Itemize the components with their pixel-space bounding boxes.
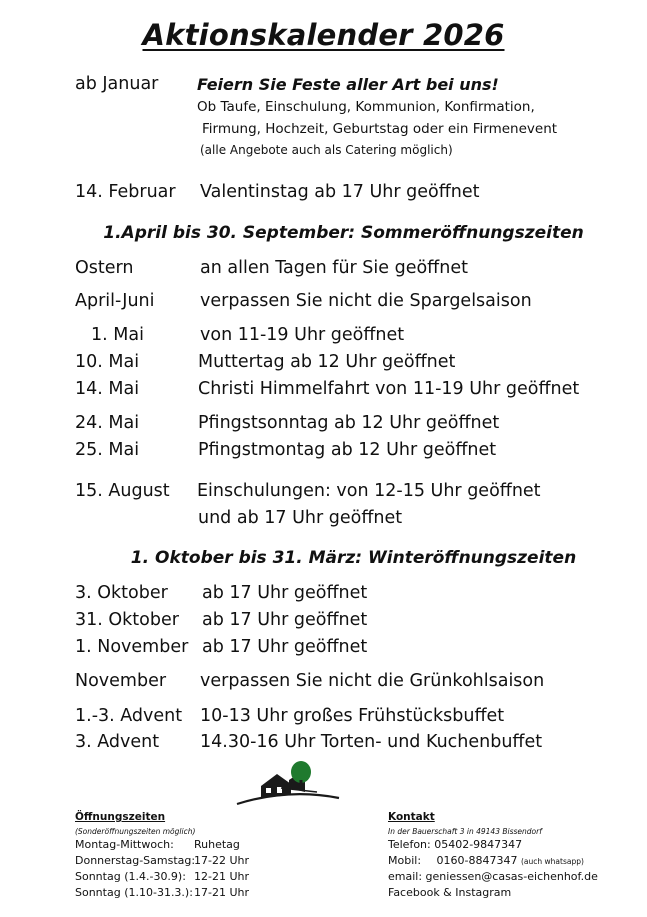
event-text: an allen Tagen für Sie geöffnet bbox=[200, 258, 468, 278]
event-text: Pfingstmontag ab 12 Uhr geöffnet bbox=[198, 440, 497, 460]
hours-time: Ruhetag bbox=[194, 838, 240, 851]
event-date: 31. Oktober bbox=[75, 610, 179, 630]
intro-line-1: Ob Taufe, Einschulung, Kommunion, Konfirmation, bbox=[197, 99, 535, 115]
intro-line-3: (alle Angebote auch als Catering möglich) bbox=[200, 143, 453, 157]
contact-heading: Kontakt bbox=[388, 811, 435, 823]
event-date: 1. Mai bbox=[91, 325, 144, 345]
hours-time: 17-22 Uhr bbox=[194, 854, 250, 867]
event-date: 3. Oktober bbox=[75, 583, 168, 603]
event-text: Einschulungen: von 12-15 Uhr geöffnet bbox=[197, 481, 541, 501]
event-text: verpassen Sie nicht die Spargelsaison bbox=[200, 291, 532, 311]
hours-note: (Sonderöffnungszeiten möglich) bbox=[75, 827, 196, 836]
farm-logo-icon bbox=[233, 758, 343, 810]
contact-mobile bbox=[388, 854, 584, 867]
summer-section-title: 1.April bis 30. September: Sommeröffnungszeiten bbox=[103, 223, 584, 243]
page-title: Aktionskalender 2026 bbox=[142, 18, 505, 52]
hours-heading: Öffnungszeiten bbox=[75, 811, 166, 823]
event-date: April-Juni bbox=[75, 291, 155, 311]
hours-days: Sonntag (1.10-31.3.): bbox=[75, 886, 193, 899]
event-text: ab 17 Uhr geöffnet bbox=[202, 583, 368, 603]
contact-phone: Telefon: 05402-9847347 bbox=[388, 838, 523, 851]
hours-days: Donnerstag-Samstag: bbox=[75, 854, 196, 867]
event-date: 15. August bbox=[75, 481, 170, 501]
event-text: von 11-19 Uhr geöffnet bbox=[200, 325, 405, 345]
event-date: 1. November bbox=[75, 637, 189, 657]
event-text: 10-13 Uhr großes Frühstücksbuffet bbox=[200, 706, 505, 726]
event-text: Christi Himmelfahrt von 11-19 Uhr geöffnet bbox=[198, 379, 580, 399]
event-date: November bbox=[75, 671, 167, 691]
event-text: Muttertag ab 12 Uhr geöffnet bbox=[198, 352, 456, 372]
intro-line-2: Firmung, Hochzeit, Geburtstag oder ein Firmenevent bbox=[202, 121, 558, 137]
event-text: Valentinstag ab 17 Uhr geöffnet bbox=[200, 182, 480, 202]
event-text: ab 17 Uhr geöffnet bbox=[202, 637, 368, 657]
intro-headline: Feiern Sie Feste aller Art bei uns! bbox=[197, 75, 499, 94]
event-text: 14.30-16 Uhr Torten- und Kuchenbuffet bbox=[200, 732, 543, 752]
event-date: 24. Mai bbox=[75, 413, 140, 433]
hours-time: 12-21 Uhr bbox=[194, 870, 250, 883]
contact-email[interactable]: email: geniessen@casas-eichenhof.de bbox=[388, 870, 598, 883]
contact-mobile-label: Mobil: bbox=[388, 854, 422, 867]
event-text: ab 17 Uhr geöffnet bbox=[202, 610, 368, 630]
event-date: 14. Mai bbox=[75, 379, 140, 399]
contact-social: Facebook & Instagram bbox=[388, 886, 512, 899]
contact-mobile-number: 0160-8847347 bbox=[436, 854, 518, 867]
event-date: Ostern bbox=[75, 258, 134, 278]
intro-label: ab Januar bbox=[75, 74, 159, 94]
contact-address: In der Bauerschaft 3 in 49143 Bissendorf bbox=[388, 827, 542, 836]
event-date: 14. Februar bbox=[75, 182, 176, 202]
hours-time: 17-21 Uhr bbox=[194, 886, 250, 899]
hours-days: Sonntag (1.4.-30.9): bbox=[75, 870, 186, 883]
event-date: 25. Mai bbox=[75, 440, 140, 460]
hours-days: Montag-Mittwoch: bbox=[75, 838, 174, 851]
contact-mobile-note: (auch whatsapp) bbox=[520, 857, 584, 866]
winter-section-title: 1. Oktober bis 31. März: Winteröffnungszeiten bbox=[130, 548, 577, 568]
event-text: verpassen Sie nicht die Grünkohlsaison bbox=[200, 671, 545, 691]
event-text: Pfingstsonntag ab 12 Uhr geöffnet bbox=[198, 413, 500, 433]
event-date: 3. Advent bbox=[75, 732, 160, 752]
event-date: 10. Mai bbox=[75, 352, 140, 372]
event-date: 1.-3. Advent bbox=[75, 706, 183, 726]
event-text-continued: und ab 17 Uhr geöffnet bbox=[198, 508, 403, 528]
